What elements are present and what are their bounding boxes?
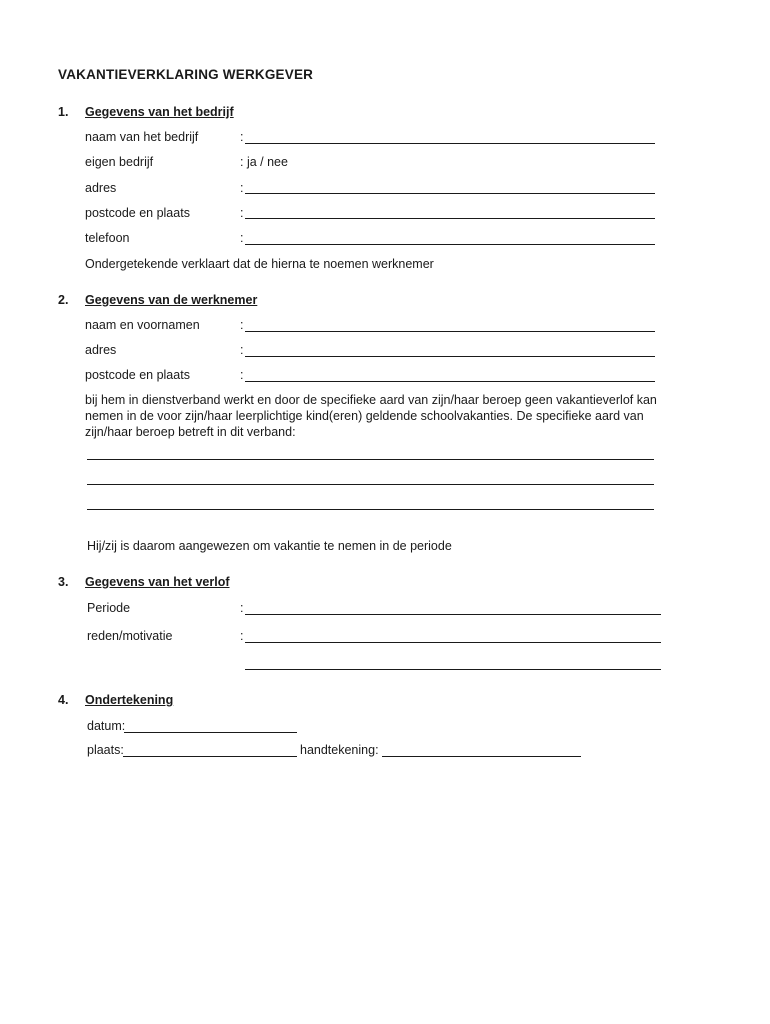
- company-name-colon: :: [240, 130, 244, 144]
- company-phone-field[interactable]: [245, 244, 655, 245]
- document-title: VAKANTIEVERKLARING WERKGEVER: [58, 67, 314, 82]
- leave-reason-field-2[interactable]: [245, 669, 661, 670]
- company-postcode-field[interactable]: [245, 218, 655, 219]
- leave-reason-label: reden/motivatie: [87, 629, 173, 643]
- company-phone-colon: :: [240, 231, 244, 245]
- employee-address-colon: :: [240, 343, 244, 357]
- leave-period-field[interactable]: [245, 614, 661, 615]
- designation-statement: Hij/zij is daarom aangewezen om vakantie te nemen in de periode: [87, 539, 452, 553]
- employee-postcode-colon: :: [240, 368, 244, 382]
- company-phone-label: telefoon: [85, 231, 130, 245]
- employee-name-label: naam en voornamen: [85, 318, 200, 332]
- date-label: datum:: [87, 719, 126, 733]
- employee-postcode-field[interactable]: [245, 381, 655, 382]
- employer-statement: Ondergetekende verklaart dat de hierna te noemen werknemer: [85, 257, 434, 271]
- place-field[interactable]: [123, 756, 297, 757]
- employee-name-field[interactable]: [245, 331, 655, 332]
- section-3-heading: Gegevens van het verlof: [85, 575, 230, 589]
- company-postcode-label: postcode en plaats: [85, 206, 190, 220]
- profession-line-1[interactable]: [87, 459, 654, 460]
- profession-line-2[interactable]: [87, 484, 654, 485]
- section-2-heading: Gegevens van de werknemer: [85, 293, 258, 307]
- section-2-number: 2.: [58, 293, 69, 307]
- section-4-number: 4.: [58, 693, 69, 707]
- employee-name-colon: :: [240, 318, 244, 332]
- company-postcode-colon: :: [240, 206, 244, 220]
- own-company-value[interactable]: : ja / nee: [240, 155, 288, 169]
- section-1-heading: Gegevens van het bedrijf: [85, 105, 234, 119]
- company-name-label: naam van het bedrijf: [85, 130, 199, 144]
- leave-reason-field[interactable]: [245, 642, 661, 643]
- company-address-label: adres: [85, 181, 117, 195]
- leave-reason-colon: :: [240, 629, 244, 643]
- employee-postcode-label: postcode en plaats: [85, 368, 190, 382]
- employee-address-field[interactable]: [245, 356, 655, 357]
- own-company-label: eigen bedrijf: [85, 155, 154, 169]
- company-address-field[interactable]: [245, 193, 655, 194]
- employee-address-label: adres: [85, 343, 117, 357]
- signature-field[interactable]: [382, 756, 581, 757]
- section-4-heading: Ondertekening: [85, 693, 174, 707]
- section-3-number: 3.: [58, 575, 69, 589]
- signature-label: handtekening:: [300, 743, 379, 757]
- section-1-number: 1.: [58, 105, 69, 119]
- leave-period-label: Periode: [87, 601, 131, 615]
- leave-period-colon: :: [240, 601, 244, 615]
- company-name-field[interactable]: [245, 143, 655, 144]
- date-field[interactable]: [124, 732, 297, 733]
- place-label: plaats:: [87, 743, 124, 757]
- company-address-colon: :: [240, 181, 244, 195]
- profession-line-3[interactable]: [87, 509, 654, 510]
- employment-paragraph: bij hem in dienstverband werkt en door de specifieke aard van zijn/haar beroep geen vakantieverlof kan nemen in de voor zijn/haar leerplichtige kind(eren) geldende schoolvakanties. De specifieke aard van zijn/haar beroep betreft in dit verband:: [85, 393, 657, 439]
